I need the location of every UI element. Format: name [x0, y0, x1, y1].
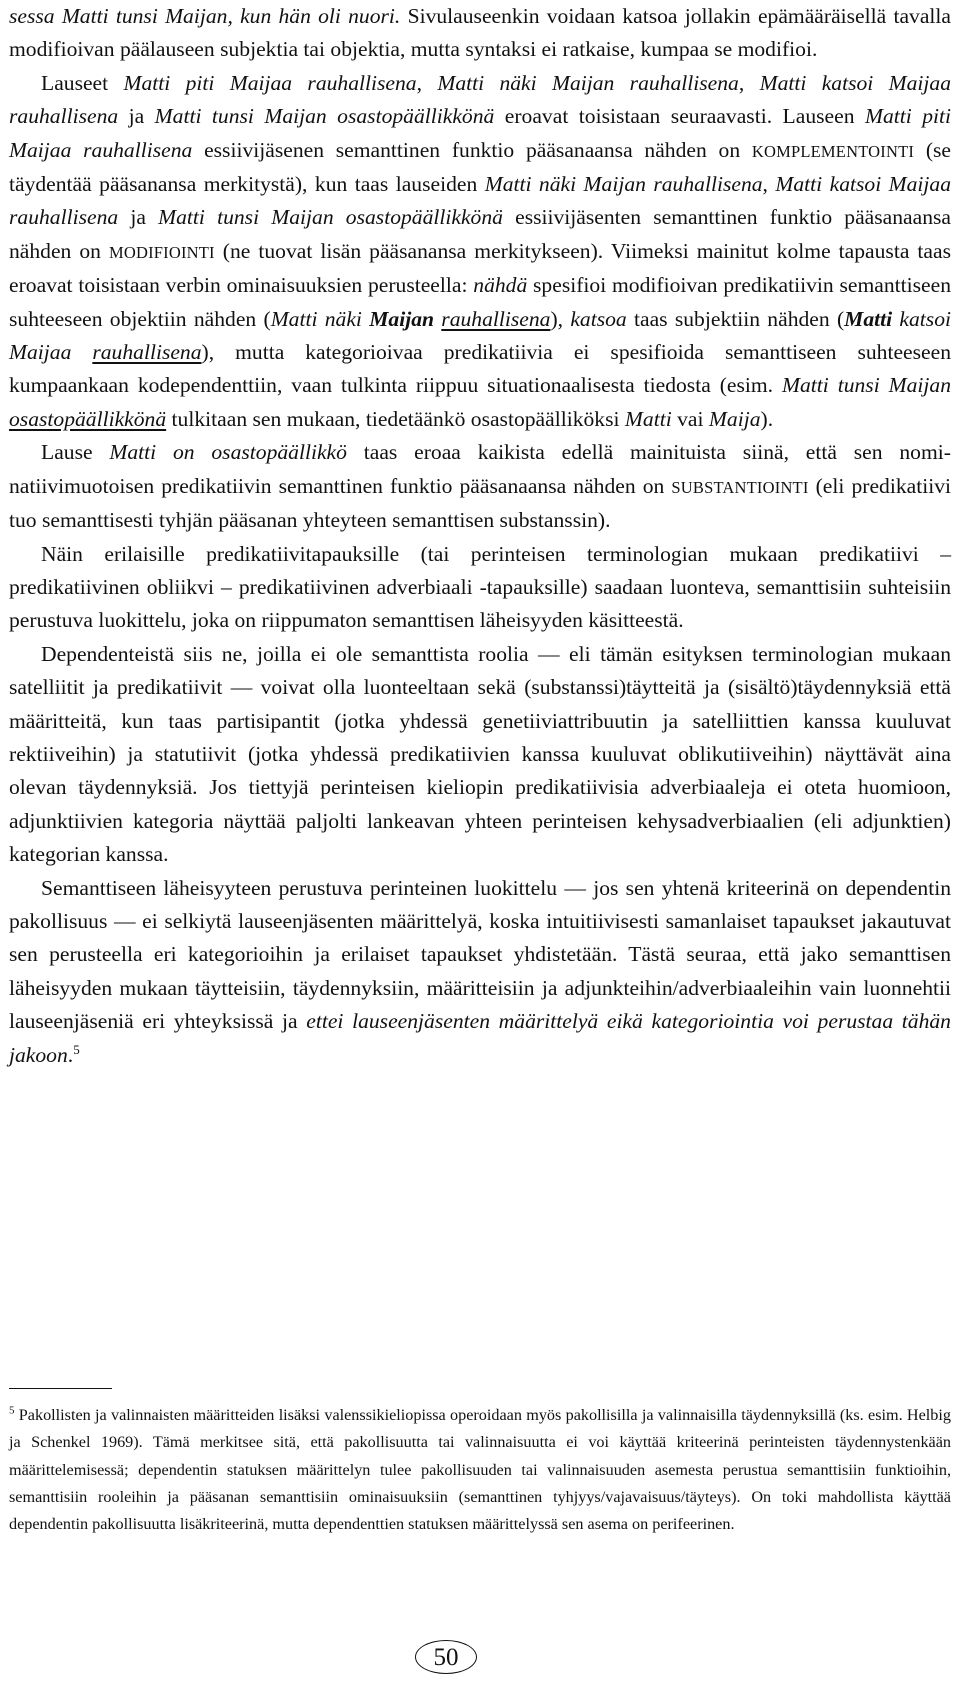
text-run: Lause — [41, 440, 110, 465]
paragraph — [9, 436, 951, 537]
text-run: Matti tunsi Maijan osastopäällikkönä — [158, 205, 503, 230]
text-run: ja — [118, 205, 159, 230]
text-run: taas eroaa kaikista edellä mainituista siinä, että sen nominatiivimuotoisen predikatiivin semanttinen funktio pääsanaansa nähden on — [9, 440, 951, 498]
text-run: Sivulauseenkin voidaan katsoa jollakin epämääräisellä tavalla modifioivan päälauseen subjektia tai objektia, mutta syntaksi ei ratkaise, kumpaa se modifioi. — [9, 4, 952, 62]
text-run: spesifioi modifioivan predikatiivin semanttiseen suhteeseen objektiin nähden ( — [9, 273, 951, 331]
text-run: Näin erilaisille predikatiivitapauksille (tai perinteisen terminologian mukaan predikatiivi – predikatiivinen obliikvi – predikatiivinen adverbiaali -tapauksille) saadaan luonteva, semanttisiin suhteisiin perustuva luokittelu, joka on riippumaton semanttisen läheisyyden käsitteestä. — [9, 541, 951, 633]
text-run: tulkitaan sen mukaan, tiedetäänkö osastopäälliköksi — [166, 406, 625, 431]
text-run: Matti tunsi Maijan — [782, 373, 952, 398]
text-run: essiivijäsenen semanttinen funktio pääsanaansa nähden on — [192, 137, 752, 162]
text-run: Matti — [844, 306, 893, 331]
footnote-reference: 5 — [73, 1041, 80, 1057]
text-run: , — [762, 172, 776, 197]
text-run: Matti — [624, 406, 672, 431]
footnote — [9, 1402, 951, 1538]
page-number — [415, 1640, 477, 1674]
footnote-text: Pakollisten ja valinnaisten määritteiden lisäksi valenssikieliopissa operoidaan myös pakollisilla ja valinnaisilla täydennyksillä (ks. esim. Helbig ja Schenkel 1969). Tämä merkitsee sitä, että pakollisuutta tai valinnaisuutta ei voi käyttää kriteerinä perinteisten täydennystenkään määrittelemisessä; dependentin statuksen määrittelyn tulee pakollisuuden tai valinnaisuuden asemesta perustua semanttisiin funktioihin, semanttisiin rooleihin ja pääsanan semanttisiin ominaisuuksiin (semanttinen tyhjyys/vajavaisuus/täyteys). On toki mahdollista käyttää dependentin pakollisuutta lisäkriteerinä, mutta dependenttien statuksen määrittelyssä sen asema on perifeerinen. — [9, 1406, 951, 1534]
text-run: (ne tuovat lisän pääsanansa merkitykseen). Viimeksi mainitut kolme tapausta taas eroavat toisistaan verbin ominaisuuksien perusteella: — [9, 238, 952, 298]
text-run: nähdä — [473, 273, 528, 298]
paragraph — [9, 872, 951, 1072]
text-run: sessa Matti tunsi Maijan, kun hän oli nuori. — [9, 4, 401, 28]
text-run: ). — [760, 406, 774, 431]
body-text — [9, 0, 951, 1072]
footnote-divider — [9, 1388, 112, 1389]
text-run: ), mutta kategorioivaa predikatiivia ei spesifioida semanttiseen suhteeseen kumpaankaan kodependenttiin, vaan tulkinta riippuu situationaalisesta tiedosta (esim. — [9, 340, 951, 398]
text-run: katsoa — [570, 306, 627, 331]
text-run: . — [67, 1042, 74, 1067]
text-run: Matti näki — [270, 306, 370, 331]
text-run: Matti piti Maijaa rauhallisena — [123, 70, 417, 95]
text-run: ja — [118, 104, 155, 129]
text-run: MODIFIOINTI — [108, 242, 215, 262]
text-run: (se täydentää pääsanansa merkitystä), kun taas lauseiden — [9, 137, 952, 197]
text-run: Semanttiseen läheisyyteen perustuva perinteinen luokittelu — jos sen yhtenä kriteerinä on dependentin pakollisuus — ei selkiytä lauseenjäsenten määrittelyä, koska intuitiivisesti samanlaiset tapaukset jakautuvat sen perusteella eri kategorioihin ja erilaiset tapaukset yhdistetään. Tästä seuraa, että jako semanttisen läheisyyden mukaan täytteisiin, täydennyksiin, määritteisiin ja adjunkteihin/adverbiaaleihin vain luonnehtii lauseenjäseniä eri yhteyksissä ja — [9, 875, 951, 1034]
page — [9, 0, 951, 1072]
text-run: Matti näki Maijan rauhallisena — [437, 70, 739, 95]
text-run: Maijan — [369, 306, 435, 331]
paragraph — [9, 638, 951, 872]
text-run: katsoi Maijaa — [9, 306, 951, 365]
text-run: osastopäällikkönä — [9, 406, 167, 431]
text-run: essiivijäsenten semanttinen funktio pääsanaansa nähden on — [9, 205, 951, 263]
text-run: vai — [671, 406, 709, 431]
text-run: Maija — [708, 406, 761, 431]
text-run: eroavat toisistaan seuraavasti. Lauseen — [494, 104, 865, 129]
paragraph — [9, 67, 951, 436]
paragraph — [9, 0, 951, 67]
text-run: rauhallisena — [92, 340, 202, 365]
text-run: SUBSTANTIOINTI — [671, 477, 809, 497]
text-run: Matti katsoi Maijaa rauhallisena — [9, 70, 951, 129]
text-run: Lauseet — [41, 70, 124, 95]
text-run: ), — [550, 306, 571, 331]
text-run: rauhallisena — [441, 306, 551, 331]
text-run: Matti piti Maijaa rauhallisena — [9, 104, 951, 162]
paragraph — [9, 538, 951, 638]
text-run: (eli predikatiivi tuo semanttisesti tyhjän pääsanan yhteyteen semanttisen substanssin). — [9, 473, 951, 533]
text-run: , — [738, 70, 760, 95]
text-run: Matti katsoi Maijaa rauhallisena — [9, 172, 952, 230]
text-run: Dependenteistä siis ne, joilla ei ole semanttista roolia — eli tämän esityksen terminologian mukaan satelliitit ja predikatiivit — voivat olla luonteeltaan sekä (substanssi)täytteitä ja (sisältö)täydennyksiä että määritteitä, kun taas partisipantit (jotka yhdessä genetiiviattribuutin ja satelliittien kanssa kuuluvat rektiiveihin) ja statutiivit (jotka yhdessä predikatiivien kanssa kuuluvat oblikutiiveihin) näyttävät aina olevan täydennyksiä. Jos tiettyjä perinteisen kieliopin predikatiivisia adverbiaaleja ei oteta huomioon, adjunktiivien kategoria näyttää paljolti lankeavan yhteen perinteisen kehysadverbiaalien (eli adjunktien) kategorian kanssa. — [9, 641, 951, 867]
footnote-marker: 5 — [9, 1404, 15, 1417]
page-number-text: 50 — [433, 1643, 459, 1671]
text-run: taas subjektiin nähden ( — [626, 306, 845, 331]
text-run: Matti on osastopäällikkö — [109, 440, 347, 465]
text-run: , — [416, 70, 438, 95]
text-run: Matti näki Maijan rauhallisena — [484, 172, 763, 197]
text-run: ettei lauseenjäsenten määrittelyä eikä kategoriointia voi perustaa tähän jakoon — [9, 1009, 951, 1067]
text-run: KOMPLEMENTOINTI — [751, 141, 915, 161]
text-run: Matti tunsi Maijan osastopäällikkönä — [154, 104, 495, 129]
